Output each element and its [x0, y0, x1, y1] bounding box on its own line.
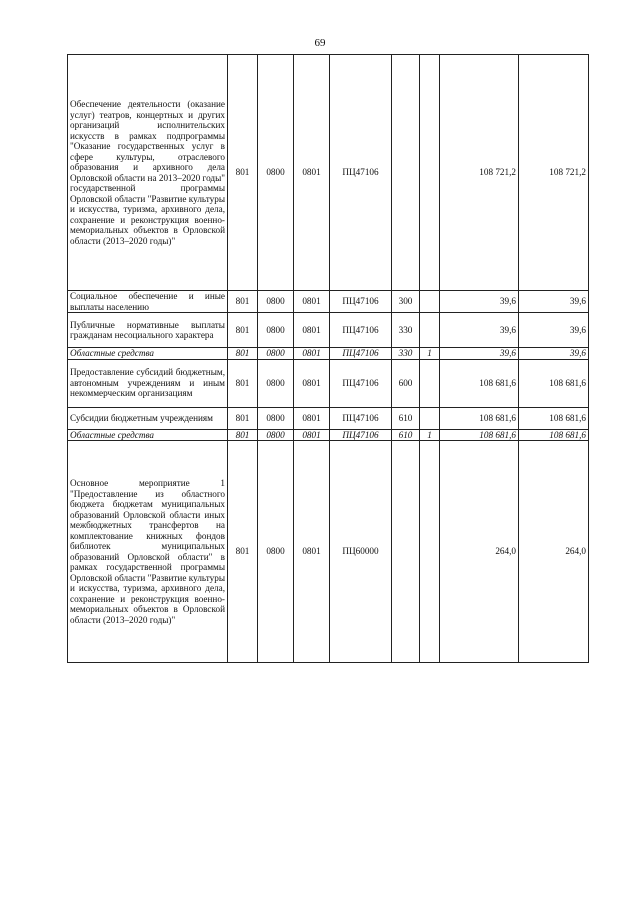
- funding-source-code: [420, 291, 440, 313]
- subsection-code: 0801: [294, 359, 330, 407]
- ministry-code: 801: [228, 429, 258, 441]
- amount-first-year: 39,6: [440, 313, 519, 348]
- amount-second-year: 39,6: [519, 291, 589, 313]
- expense-type-code: 330: [392, 348, 420, 360]
- amount-second-year: 108 721,2: [519, 55, 589, 291]
- expense-type-code: [392, 441, 420, 663]
- section-code: 0800: [258, 359, 294, 407]
- ministry-code: 801: [228, 55, 258, 291]
- amount-first-year: 108 681,6: [440, 359, 519, 407]
- subsection-code: 0801: [294, 407, 330, 429]
- ministry-code: 801: [228, 291, 258, 313]
- amount-first-year: 108 721,2: [440, 55, 519, 291]
- target-article-code: ПЦ47106: [330, 348, 392, 360]
- amount-second-year: 39,6: [519, 313, 589, 348]
- table-row: [68, 348, 589, 360]
- table-row: [68, 359, 589, 407]
- funding-source-code: [420, 313, 440, 348]
- amount-first-year: 39,6: [440, 291, 519, 313]
- amount-second-year: 108 681,6: [519, 359, 589, 407]
- funding-source-code: 1: [420, 429, 440, 441]
- table-row: [68, 429, 589, 441]
- target-article-code: ПЦ47106: [330, 407, 392, 429]
- row-description: Публичные нормативные выплаты гражданам несоциального характера: [68, 313, 228, 348]
- expense-type-code: 610: [392, 407, 420, 429]
- ministry-code: 801: [228, 359, 258, 407]
- amount-second-year: 39,6: [519, 348, 589, 360]
- budget-table-body: [68, 55, 589, 663]
- section-code: 0800: [258, 348, 294, 360]
- section-code: 0800: [258, 441, 294, 663]
- expense-type-code: 600: [392, 359, 420, 407]
- target-article-code: ПЦ47106: [330, 313, 392, 348]
- table-row: [68, 313, 589, 348]
- section-code: 0800: [258, 291, 294, 313]
- target-article-code: ПЦ47106: [330, 429, 392, 441]
- ministry-code: 801: [228, 348, 258, 360]
- expense-type-code: 300: [392, 291, 420, 313]
- amount-first-year: 39,6: [440, 348, 519, 360]
- subsection-code: 0801: [294, 429, 330, 441]
- table-row: [68, 55, 589, 291]
- table-row: [68, 407, 589, 429]
- page-number: 69: [314, 37, 326, 49]
- subsection-code: 0801: [294, 313, 330, 348]
- subsection-code: 0801: [294, 291, 330, 313]
- funding-source-code: [420, 441, 440, 663]
- row-description: Основное мероприятие 1 "Предоставление из областного бюджета бюджетам муниципальных образований Орловской области иных межбюджетных трансфертов на комплектование книжных фондов библиотек муниципальных образований Орловской области" в рамках государственной программы Орловской области "Развитие культуры и искусства, туризма, архивного дела, сохранение и реконструкция военно-мемориальных объектов в Орловской области (2013–2020 годы)": [68, 441, 228, 663]
- ministry-code: 801: [228, 441, 258, 663]
- amount-second-year: 264,0: [519, 441, 589, 663]
- table-row: [68, 441, 589, 663]
- section-code: 0800: [258, 55, 294, 291]
- expense-type-code: 610: [392, 429, 420, 441]
- subsection-code: 0801: [294, 441, 330, 663]
- subsection-code: 0801: [294, 55, 330, 291]
- funding-source-code: 1: [420, 348, 440, 360]
- budget-table: [67, 54, 589, 663]
- subsection-code: 0801: [294, 348, 330, 360]
- section-code: 0800: [258, 407, 294, 429]
- amount-second-year: 108 681,6: [519, 407, 589, 429]
- row-description: Субсидии бюджетным учреждениям: [68, 407, 228, 429]
- target-article-code: ПЦ60000: [330, 441, 392, 663]
- row-description: Предоставление субсидий бюджетным, автономным учреждениям и иным некоммерческим организациям: [68, 359, 228, 407]
- row-description: Социальное обеспечение и иные выплаты населению: [68, 291, 228, 313]
- funding-source-code: [420, 359, 440, 407]
- row-description: Областные средства: [68, 429, 228, 441]
- row-description: Областные средства: [68, 348, 228, 360]
- section-code: 0800: [258, 313, 294, 348]
- row-description: Обеспечение деятельности (оказание услуг) театров, концертных и других организаций исполнительских искусств в рамках подпрограммы "Оказание государственных услуг в сфере культуры, отраслевого образования и архивного дела Орловской области на 2013–2020 годы" государственной программы Орловской области "Развитие культуры и искусства, туризма, архивного дела, сохранение и реконструкция военно-мемориальных объектов в Орловской области (2013–2020 годы)": [68, 55, 228, 291]
- amount-first-year: 108 681,6: [440, 407, 519, 429]
- target-article-code: ПЦ47106: [330, 291, 392, 313]
- section-code: 0800: [258, 429, 294, 441]
- ministry-code: 801: [228, 313, 258, 348]
- expense-type-code: [392, 55, 420, 291]
- funding-source-code: [420, 407, 440, 429]
- target-article-code: ПЦ47106: [330, 55, 392, 291]
- amount-first-year: 108 681,6: [440, 429, 519, 441]
- expense-type-code: 330: [392, 313, 420, 348]
- amount-first-year: 264,0: [440, 441, 519, 663]
- ministry-code: 801: [228, 407, 258, 429]
- table-row: [68, 291, 589, 313]
- target-article-code: ПЦ47106: [330, 359, 392, 407]
- funding-source-code: [420, 55, 440, 291]
- amount-second-year: 108 681,6: [519, 429, 589, 441]
